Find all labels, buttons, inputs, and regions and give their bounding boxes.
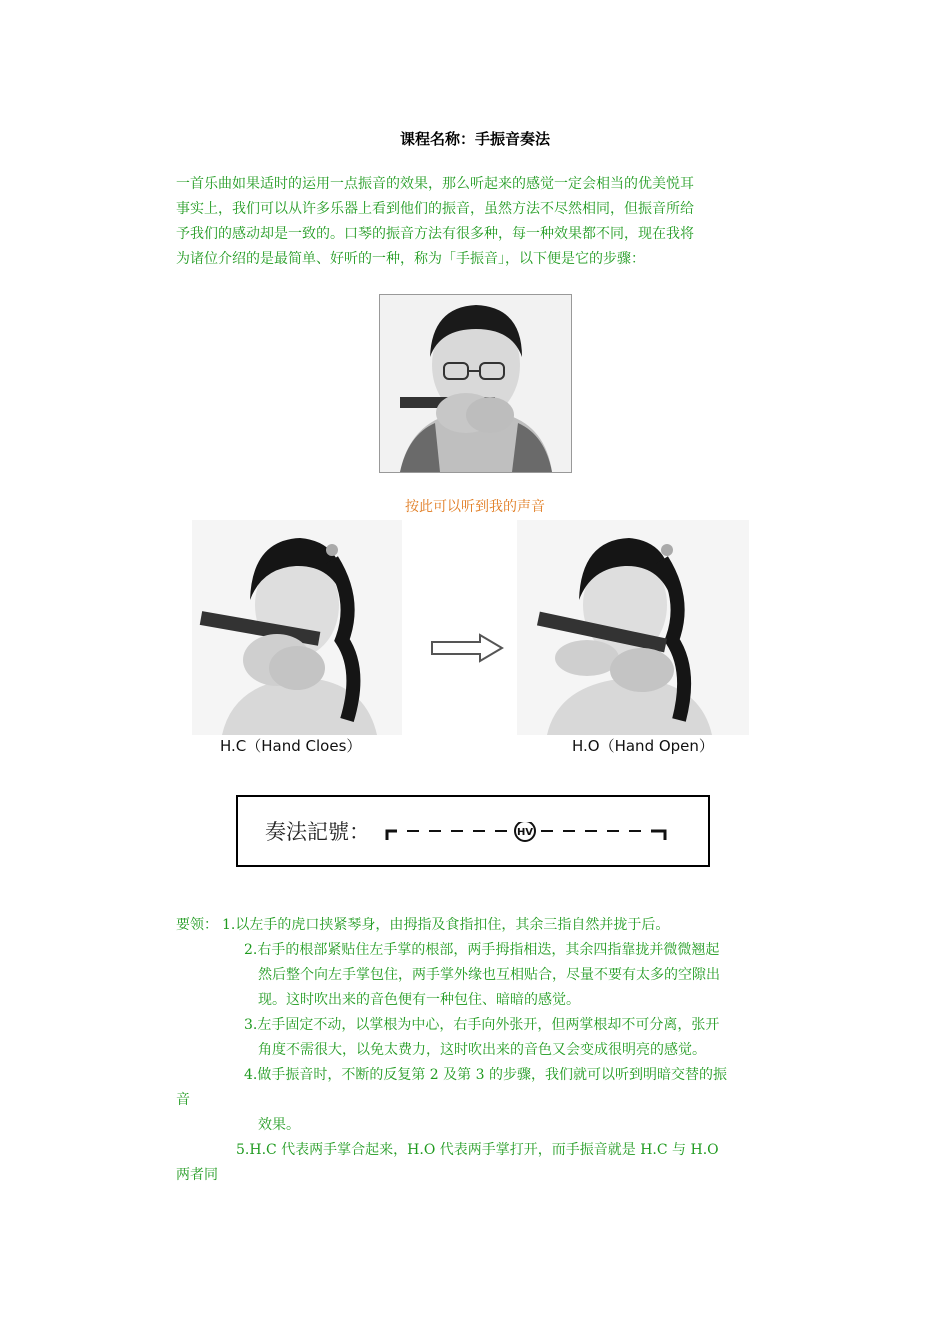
step-3-line: 3.左手固定不动，以掌根为中心，右手向外张开，但两掌根却不可分离，张开: [244, 1017, 720, 1033]
step-2-line: 现。这时吹出来的音色便有一种包住、暗暗的感觉。: [258, 992, 580, 1008]
step-4-line: 效果。: [258, 1117, 300, 1133]
step-2-line: 然后整个向左手掌包住，两手掌外缘也互相贴合，尽量不要有太多的空隙出: [258, 967, 720, 983]
step-3-line: 角度不需很大，以免太费力，这时吹出来的音色又会变成很明亮的感觉。: [258, 1042, 706, 1058]
step-2-line: 2.右手的根部紧贴住左手掌的根部，两手拇指相迭，其余四指靠拢并微微翘起: [244, 942, 720, 958]
audio-link[interactable]: 按此可以听到我的声音: [405, 499, 545, 515]
steps-lead: 要领：: [176, 917, 218, 933]
hv-symbol: HV: [516, 827, 534, 838]
intro-line: 事实上，我们可以从许多乐器上看到他们的振音，虽然方法不尽然相同，但振音所给: [176, 201, 694, 217]
notation-label: 奏法記號：: [265, 820, 370, 844]
ho-caption: H.O（Hand Open）: [572, 737, 714, 755]
hc-caption: H.C（Hand Cloes）: [220, 737, 362, 755]
step-1: 1.以左手的虎口挟紧琴身，由拇指及食指扣住，其余三指自然并拢于后。: [222, 917, 670, 933]
intro-line: 为诸位介绍的是最简单、好听的一种，称为「手振音」，以下便是它的步骤：: [176, 251, 645, 267]
intro-line: 一首乐曲如果适时的运用一点振音的效果，那么听起来的感觉一定会相当的优美悦耳: [176, 176, 694, 192]
step-4-line: 4.做手振音时，不断的反复第 2 及第 3 的步骤，我们就可以听到明暗交替的振: [244, 1067, 727, 1083]
intro-line: 予我们的感动却是一致的。口琴的振音方法有很多种，每一种效果都不同，现在我将: [176, 226, 694, 242]
step-4-line: 音: [176, 1092, 190, 1108]
step-5-line: 5.H.C 代表两手掌合起来，H.O 代表两手掌打开，而手振音就是 H.C 与 H.O: [236, 1142, 719, 1158]
page-title: 课程名称：手振音奏法: [399, 130, 550, 148]
step-5-line: 两者同: [176, 1167, 218, 1183]
